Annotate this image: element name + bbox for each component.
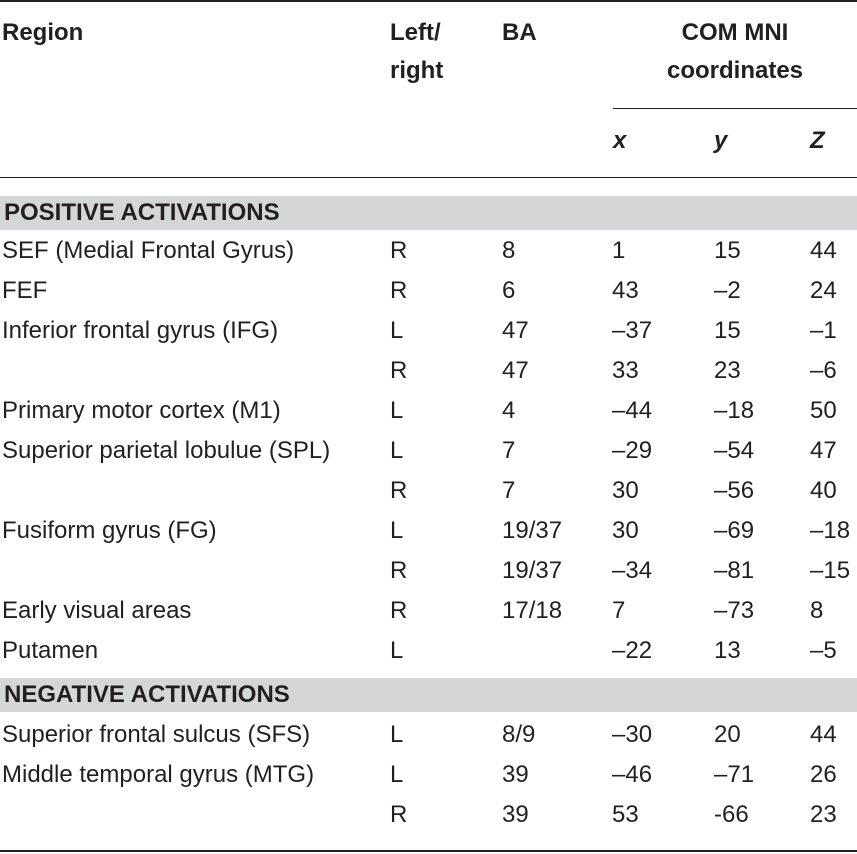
table-row — [0, 391, 857, 431]
cell-x: 1 — [612, 237, 626, 264]
cell-y: –69 — [714, 517, 755, 544]
table-row — [0, 551, 857, 591]
cell-ba: 47 — [502, 357, 529, 384]
cell-lr: R — [390, 477, 408, 504]
cell-z: 44 — [810, 237, 837, 264]
cell-ba: 47 — [502, 317, 529, 344]
cell-lr: L — [390, 721, 404, 748]
table-row — [0, 431, 857, 471]
cell-y: -66 — [714, 801, 749, 828]
cell-region: Fusiform gyrus (FG) — [2, 517, 217, 544]
cell-ba: 39 — [502, 761, 529, 788]
bottom-rule — [0, 850, 857, 852]
header-region: Region — [2, 19, 84, 46]
cell-y: –2 — [714, 277, 741, 304]
cell-region: Superior parietal lobulue (SPL) — [2, 437, 331, 464]
table-row — [0, 755, 857, 795]
cell-x: –29 — [612, 437, 653, 464]
cell-lr: R — [390, 801, 408, 828]
header-com-line2: coordinates — [666, 57, 804, 84]
cell-z: 50 — [810, 397, 837, 424]
com-subheader-rule — [613, 108, 857, 109]
cell-ba: 7 — [502, 477, 516, 504]
cell-x: 53 — [612, 801, 639, 828]
header-left-right-line2: right — [390, 57, 444, 84]
section-positive — [0, 196, 857, 230]
cell-z: 23 — [810, 801, 837, 828]
cell-y: –54 — [714, 437, 755, 464]
cell-ba: 19/37 — [502, 557, 563, 584]
cell-z: –18 — [810, 517, 851, 544]
section-positive-title: POSITIVE ACTIVATIONS — [4, 199, 280, 226]
cell-z: –15 — [810, 557, 851, 584]
table-row — [0, 351, 857, 391]
header-x: x — [613, 127, 627, 154]
header-bottom-rule — [0, 177, 857, 178]
cell-ba: 4 — [502, 397, 516, 424]
cell-lr: L — [390, 761, 404, 788]
cell-lr: L — [390, 437, 404, 464]
cell-y: –18 — [714, 397, 755, 424]
cell-y: –81 — [714, 557, 755, 584]
cell-region: Superior frontal sulcus (SFS) — [2, 721, 311, 748]
cell-x: 30 — [612, 477, 639, 504]
cell-x: –46 — [612, 761, 653, 788]
cell-x: –44 — [612, 397, 653, 424]
section-negative-title: NEGATIVE ACTIVATIONS — [4, 681, 290, 708]
cell-ba: 19/37 — [502, 517, 563, 544]
cell-y: –56 — [714, 477, 755, 504]
cell-region: Primary motor cortex (M1) — [2, 397, 281, 424]
table-row — [0, 631, 857, 671]
table-row — [0, 511, 857, 551]
cell-region: Putamen — [2, 637, 99, 664]
table-row — [0, 591, 857, 631]
cell-x: 30 — [612, 517, 639, 544]
cell-region: Early visual areas — [2, 597, 192, 624]
cell-region: FEF — [2, 277, 48, 304]
header-ba: BA — [502, 19, 537, 46]
section-negative — [0, 678, 857, 712]
cell-y: 23 — [714, 357, 741, 384]
cell-y: 20 — [714, 721, 741, 748]
table-row — [0, 231, 857, 271]
cell-z: 26 — [810, 761, 837, 788]
header-z: Z — [810, 127, 825, 154]
cell-z: –6 — [810, 357, 837, 384]
cell-ba: 8 — [502, 237, 516, 264]
cell-z: 44 — [810, 721, 837, 748]
cell-lr: L — [390, 317, 404, 344]
cell-x: –34 — [612, 557, 653, 584]
cell-lr: R — [390, 277, 408, 304]
table-row — [0, 715, 857, 755]
cell-ba: 6 — [502, 277, 516, 304]
table-row — [0, 795, 857, 835]
cell-lr: R — [390, 237, 408, 264]
top-rule — [0, 0, 857, 2]
cell-z: –5 — [810, 637, 837, 664]
cell-region: Inferior frontal gyrus (IFG) — [2, 317, 279, 344]
cell-x: –30 — [612, 721, 653, 748]
cell-region: SEF (Medial Frontal Gyrus) — [2, 237, 295, 264]
cell-x: –22 — [612, 637, 653, 664]
cell-ba: 17/18 — [502, 597, 563, 624]
cell-ba: 7 — [502, 437, 516, 464]
cell-y: –73 — [714, 597, 755, 624]
cell-y: 15 — [714, 317, 741, 344]
table-row — [0, 311, 857, 351]
cell-y: 13 — [714, 637, 741, 664]
cell-lr: R — [390, 597, 408, 624]
cell-lr: R — [390, 357, 408, 384]
cell-z: 40 — [810, 477, 837, 504]
cell-z: 24 — [810, 277, 837, 304]
cell-lr: R — [390, 557, 408, 584]
header-y: y — [714, 127, 728, 154]
cell-ba: 8/9 — [502, 721, 536, 748]
table-row — [0, 271, 857, 311]
cell-x: 43 — [612, 277, 639, 304]
cell-x: –37 — [612, 317, 653, 344]
header-com-line1: COM MNI — [681, 19, 789, 46]
cell-z: 8 — [810, 597, 824, 624]
cell-z: –1 — [810, 317, 837, 344]
cell-ba: 39 — [502, 801, 529, 828]
cell-z: 47 — [810, 437, 837, 464]
cell-lr: L — [390, 517, 404, 544]
header-left-right-line1: Left/ — [390, 19, 441, 46]
cell-y: –71 — [714, 761, 755, 788]
cell-y: 15 — [714, 237, 741, 264]
cell-x: 33 — [612, 357, 639, 384]
cell-region: Middle temporal gyrus (MTG) — [2, 761, 315, 788]
cell-lr: L — [390, 397, 404, 424]
cell-x: 7 — [612, 597, 626, 624]
table-row — [0, 471, 857, 511]
cell-lr: L — [390, 637, 404, 664]
